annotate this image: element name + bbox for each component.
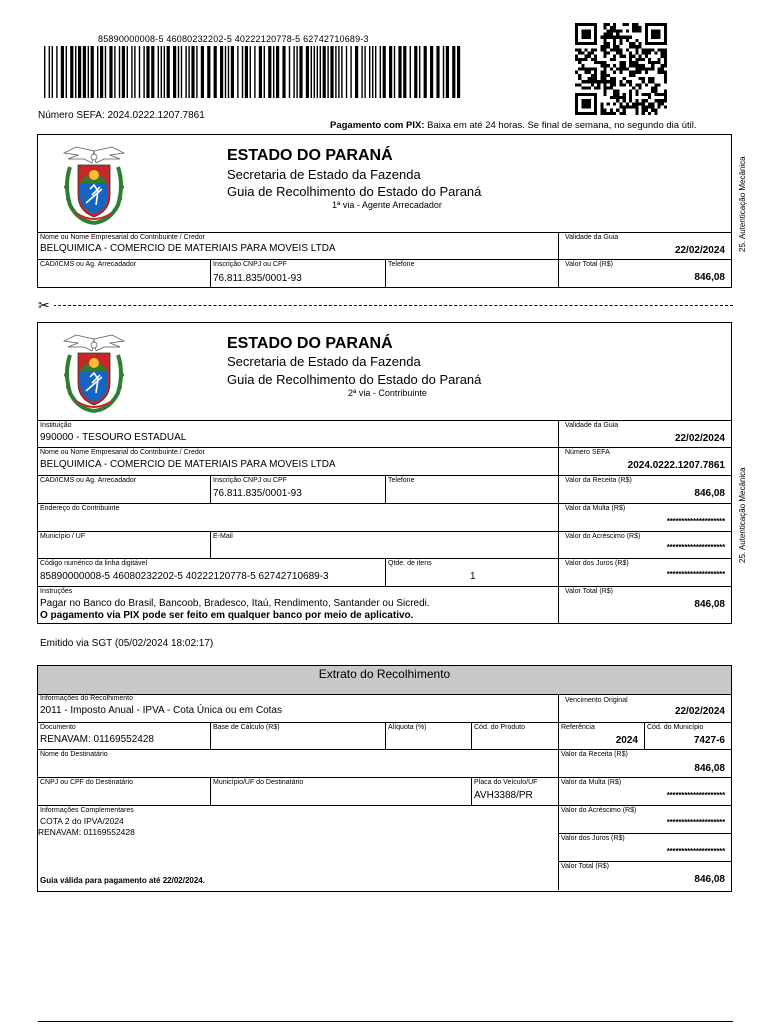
info-complementares-label: Informações Complementares: [40, 807, 134, 814]
valor-juros-cell: [558, 833, 731, 861]
numero-sefa: [38, 110, 205, 121]
placa-cell: [471, 777, 558, 805]
valor-juros-label: Valor dos Juros (R$): [561, 835, 625, 842]
instituicao-label: Instituição: [40, 422, 72, 429]
destinatario-cell: [38, 749, 558, 777]
produto-label: Cód. do Produto: [474, 724, 525, 731]
destinatario-label: Nome do Destinatário: [40, 751, 108, 758]
parana-coat-of-arms-icon: [56, 145, 132, 227]
telefone-cell: [385, 259, 558, 287]
instituicao-value: 990000 - TESOURO ESTADUAL: [40, 432, 187, 443]
info-complementares-line-2: RENAVAM: 01169552428: [38, 827, 135, 837]
info-complementares-line-1: COTA 2 do IPVA/2024: [40, 816, 124, 826]
valor-juros-value: ********************: [666, 847, 725, 856]
secretaria: Secretaria de Estado da Fazenda: [227, 167, 421, 182]
produto-cell: [471, 722, 558, 749]
autenticacao-label: 25. Autenticação Mecânica: [738, 467, 747, 563]
municipio-destinatario-label: Município/UF do Destinatário: [213, 779, 304, 786]
base-calculo-cell: [210, 722, 385, 749]
guia-title: Guia de Recolhimento do Estado do Paraná: [227, 184, 482, 199]
valor-juros-cell: [558, 558, 731, 586]
state-title: ESTADO DO PARANÁ: [227, 335, 393, 352]
cod-municipio-label: Cód. do Município: [647, 724, 704, 731]
valor-acrescimo-value: ********************: [666, 543, 725, 552]
cnpj-value: 76.811.835/0001-93: [213, 273, 302, 284]
codigo-cell: [38, 558, 385, 586]
email-cell: [210, 531, 558, 558]
valor-multa-value: ********************: [666, 791, 725, 800]
valor-receita-label: Valor da Receita (R$): [565, 477, 632, 484]
validade-value: 22/02/2024: [674, 433, 725, 444]
instrucoes-label: Instruções: [40, 588, 73, 595]
pix-text: Baixa em até 24 horas. Se final de semana, no segundo dia útil.: [427, 120, 697, 131]
cnpj-label: Inscrição CNPJ ou CPF: [213, 477, 287, 484]
telefone-label: Telefone: [388, 261, 415, 268]
referencia-label: Referência: [561, 724, 595, 731]
documento-value: RENAVAM: 01169552428: [40, 734, 154, 745]
secretaria: Secretaria de Estado da Fazenda: [227, 354, 421, 369]
valor-acrescimo-label: Valor do Acréscimo (R$): [565, 533, 641, 540]
codigo-label: Código numérico da linha digitável: [40, 560, 148, 567]
cod-municipio-cell: [644, 722, 731, 749]
instrucoes-cell: [38, 586, 558, 623]
via2-form: [37, 322, 732, 624]
validade-cell: [558, 232, 731, 259]
qtde-cell: [385, 558, 558, 586]
cnpj-destinatario-label: CNPJ ou CPF do Destinatário: [40, 779, 133, 786]
state-title: ESTADO DO PARANÁ: [227, 147, 393, 164]
barcode-number: 85890000008-5 46080232202-5 40222120778-5 62742710689-3: [98, 34, 369, 44]
email-label: E-Mail: [213, 533, 233, 540]
valor-acrescimo-cell: [558, 805, 731, 833]
base-calculo-label: Base de Cálculo (R$): [213, 724, 280, 731]
guia-valida-note: Guia válida para pagamento até 22/02/2024.: [40, 876, 205, 885]
via-label: 1ª via - Agente Arrecadador: [332, 200, 442, 210]
valor-receita-value: 846,08: [694, 488, 725, 499]
qtde-value: 1: [470, 571, 476, 582]
validade-label: Validade da Guia: [565, 234, 619, 241]
validade-label: Validade da Guia: [565, 422, 619, 429]
cnpj-value: 76.811.835/0001-93: [213, 488, 302, 499]
telefone-cell: [385, 475, 558, 503]
placa-label: Placa do Veículo/UF: [474, 779, 538, 786]
extrato-title: Extrato do Recolhimento: [37, 665, 732, 695]
validade-cell: [558, 420, 731, 447]
nome-label: Nome ou Nome Empresarial do Contribuinte / Credor: [40, 449, 205, 456]
parana-coat-of-arms-icon: [56, 333, 132, 415]
vencimento-label: Vencimento Original: [565, 697, 628, 704]
info-recolhimento-value: 2011 - Imposto Anual - IPVA - Cota Única ou em Cotas: [40, 705, 282, 716]
municipio-cell: [38, 531, 210, 558]
endereco-cell: [38, 503, 558, 531]
via-label: 2ª via - Contribuinte: [348, 388, 427, 398]
valor-multa-label: Valor da Multa (R$): [565, 505, 626, 512]
placa-value: AVH3388/PR: [474, 790, 533, 801]
valor-receita-label: Valor da Receita (R$): [561, 751, 628, 758]
cnpj-cell: [210, 475, 385, 503]
pix-label: Pagamento com PIX:: [330, 120, 425, 131]
nome-label: Nome ou Nome Empresarial do Contribuinte / Credor: [40, 234, 205, 241]
qtde-label: Qtde. de itens: [388, 560, 432, 567]
valor-juros-value: ********************: [666, 570, 725, 579]
cad-label: CAD/ICMS ou Ag. Arrecadador: [40, 477, 137, 484]
valor-multa-value: ********************: [666, 517, 725, 526]
nome-value: BELQUIMICA - COMERCIO DE MATERIAIS PARA MOVEIS LTDA: [40, 459, 336, 470]
numero-sefa-value: 2024.0222.1207.7861: [627, 460, 725, 471]
valor-total-label: Valor Total (R$): [561, 863, 609, 870]
cad-label: CAD/ICMS ou Ag. Arrecadador: [40, 261, 137, 268]
valor-receita-cell: [558, 475, 731, 503]
info-recolhimento-cell: [38, 694, 558, 722]
valor-acrescimo-value: ********************: [666, 818, 725, 827]
referencia-value: 2024: [615, 735, 638, 746]
extrato-form: [37, 694, 732, 892]
cod-municipio-value: 7427-6: [693, 735, 725, 746]
numero-sefa-label: Número SEFA: [565, 449, 610, 456]
footer-divider: [38, 1021, 733, 1022]
documento-cell: [38, 722, 210, 749]
nome-value: BELQUIMICA - COMERCIO DE MATERIAIS PARA MOVEIS LTDA: [40, 243, 336, 254]
numero-sefa-value: 2024.0222.1207.7861: [107, 110, 205, 121]
valor-acrescimo-label: Valor do Acréscimo (R$): [561, 807, 637, 814]
valor-total-value: 846,08: [694, 874, 725, 885]
validade-value: 22/02/2024: [674, 245, 725, 256]
via1-form: [37, 134, 732, 288]
cnpj-label: Inscrição CNPJ ou CPF: [213, 261, 287, 268]
numero-sefa-label: Número SEFA:: [38, 110, 105, 121]
barcode: [42, 46, 462, 98]
vencimento-value: 22/02/2024: [674, 706, 725, 717]
cnpj-cell: [210, 259, 385, 287]
valor-multa-cell: [558, 777, 731, 805]
valor-total-value: 846,08: [694, 599, 725, 610]
referencia-cell: [558, 722, 644, 749]
valor-juros-label: Valor dos Juros (R$): [565, 560, 629, 567]
valor-total-value: 846,08: [694, 272, 725, 283]
nome-cell: [38, 232, 558, 259]
valor-multa-cell: [558, 503, 731, 531]
valor-total-cell: [558, 259, 731, 287]
qr-code: [573, 23, 669, 115]
endereco-label: Endereço do Contribuinte: [40, 505, 120, 512]
valor-total-cell: [558, 586, 731, 623]
instrucoes-line-1: Pagar no Banco do Brasil, Bancoob, Bradesco, Itaú, Rendimento, Santander ou Sicredi.: [40, 598, 430, 609]
valor-multa-label: Valor da Multa (R$): [561, 779, 622, 786]
info-complementares-cell: [38, 805, 558, 890]
emitido-via-sgt: Emitido via SGT (05/02/2024 18:02:17): [40, 638, 214, 649]
municipio-label: Município / UF: [40, 533, 86, 540]
guia-title: Guia de Recolhimento do Estado do Paraná: [227, 372, 482, 387]
aliquota-cell: [385, 722, 471, 749]
nome-cell: [38, 447, 558, 475]
scissors-icon: ✂: [38, 297, 54, 314]
cad-cell: [38, 259, 210, 287]
autenticacao-label: 25. Autenticação Mecânica: [738, 156, 747, 252]
cut-line: [38, 305, 733, 306]
vencimento-cell: [558, 694, 731, 722]
telefone-label: Telefone: [388, 477, 415, 484]
cad-cell: [38, 475, 210, 503]
valor-total-label: Valor Total (R$): [565, 261, 613, 268]
valor-total-label: Valor Total (R$): [565, 588, 613, 595]
valor-total-cell: [558, 861, 731, 890]
valor-receita-value: 846,08: [694, 763, 725, 774]
cnpj-destinatario-cell: [38, 777, 210, 805]
valor-receita-cell: [558, 749, 731, 777]
instituicao-cell: [38, 420, 558, 447]
municipio-destinatario-cell: [210, 777, 471, 805]
valor-acrescimo-cell: [558, 531, 731, 558]
aliquota-label: Alíquota (%): [388, 724, 427, 731]
pix-note: [330, 120, 696, 131]
info-recolhimento-label: Informações do Recolhimento: [40, 695, 133, 702]
numero-sefa-cell: [558, 447, 731, 475]
instrucoes-line-2: O pagamento via PIX pode ser feito em qualquer banco por meio de aplicativo.: [40, 610, 414, 621]
codigo-value: 85890000008-5 46080232202-5 40222120778-5 62742710689-3: [40, 571, 329, 582]
documento-label: Documento: [40, 724, 76, 731]
